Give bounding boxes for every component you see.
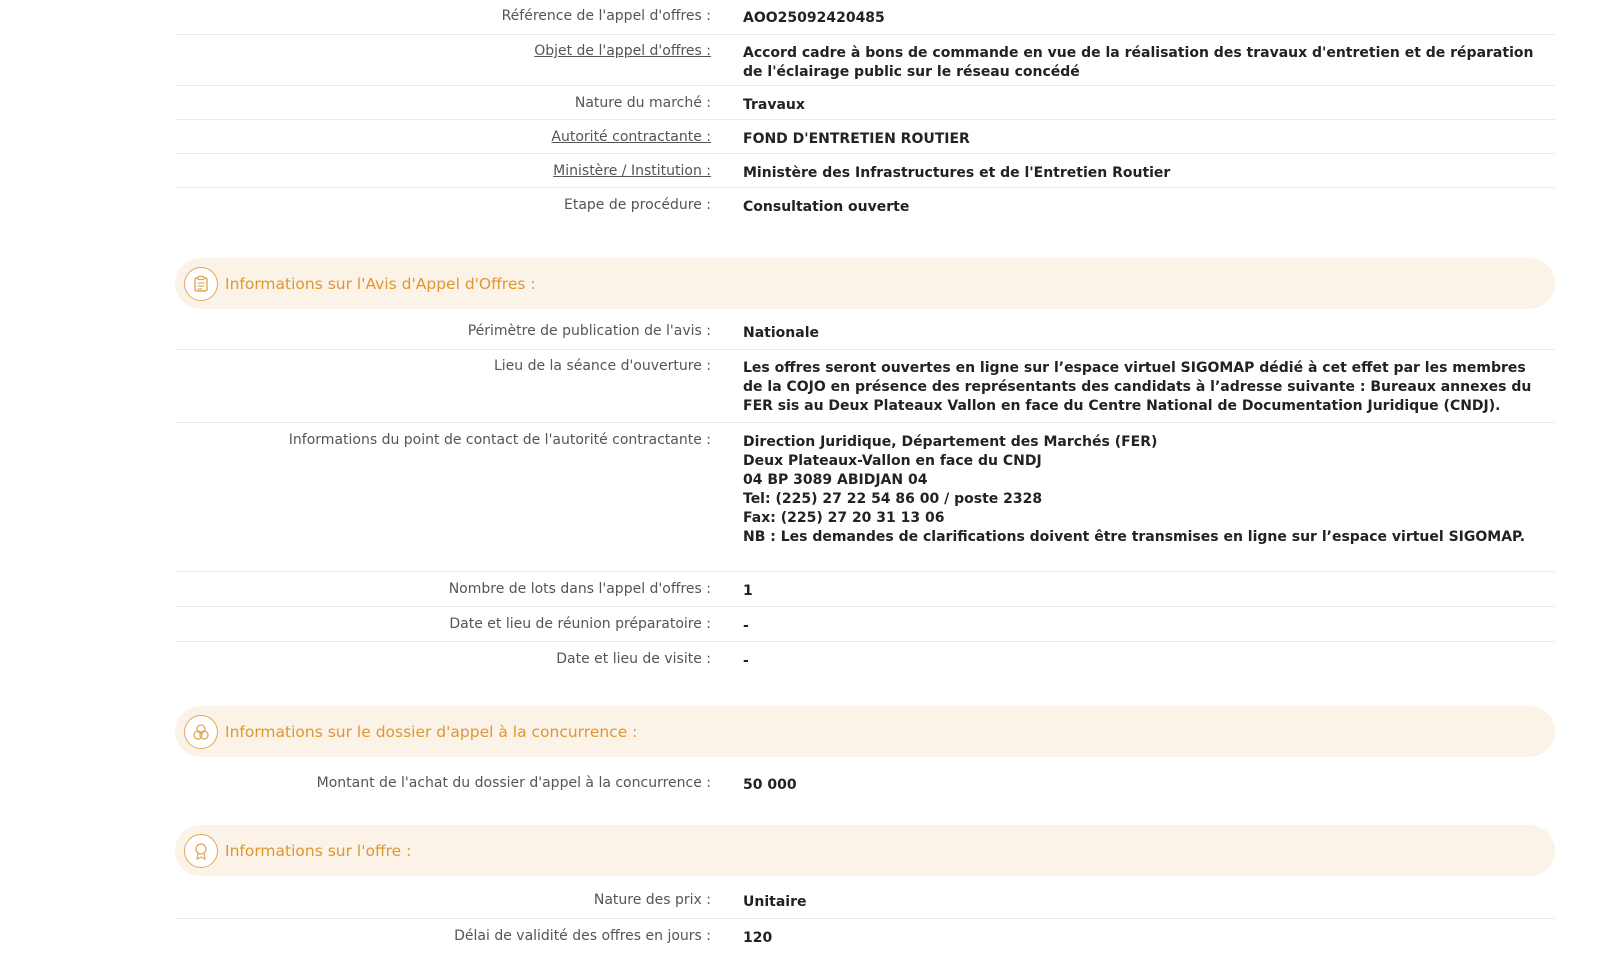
avis-info (175, 322, 1555, 677)
info-value: Ministère des Infrastructures et de l'Entretien Routier (743, 165, 1171, 181)
info-row-ministere (175, 154, 1555, 188)
section-title: Informations sur le dossier d'appel à la concurrence : (225, 722, 638, 741)
info-label: Périmètre de publication de l'avis : (467, 323, 711, 339)
info-label: Date et lieu de réunion préparatoire : (449, 616, 711, 632)
info-value: Travaux (743, 97, 805, 113)
info-value: 50 000 (743, 777, 797, 793)
info-value: Les offres seront ouvertes en ligne sur l’espace virtuel SIGOMAP dédié à cet effet par les membres de la COJO en présence des représentants des candidats à l’adresse suivante : Bureaux annexes du FER sis au Deux Plateaux Vallon en face du Centre National de Documentation Juridique (CNDJ). (743, 360, 1532, 414)
info-row-etape (175, 188, 1555, 222)
info-label: Nature des prix : (593, 892, 711, 908)
info-label: Informations du point de contact de l'autorité contractante : (288, 432, 711, 448)
section-header-dossier (175, 706, 1555, 757)
info-value: 1 (743, 583, 753, 599)
section-header-offre (175, 825, 1555, 876)
info-label: Nombre de lots dans l'appel d'offres : (448, 581, 711, 597)
info-value: - (743, 653, 749, 669)
info-row-nombre-lots (175, 572, 1555, 607)
info-value: Accord cadre à bons de commande en vue de la réalisation des travaux d'entretien et de réparation de l'éclairage public sur le réseau concédé (743, 45, 1534, 80)
clipboard-icon (184, 267, 218, 301)
objet-link[interactable]: Objet de l'appel d'offres : (534, 43, 711, 59)
info-value: - (743, 618, 749, 634)
info-row-objet (175, 35, 1555, 86)
offre-info (175, 891, 1555, 953)
info-row-montant (175, 774, 1555, 801)
dossier-info (175, 774, 1555, 801)
info-value: Direction Juridique, Département des Marchés (FER) Deux Plateaux-Vallon en face du CNDJ 04 BP 3089 ABIDJAN 04 Tel: (225) 27 22 54 86 00 / poste 2328 Fax: (225) 27 20 31 13 06 NB : Les demandes de clarifications doivent être transmises en ligne sur l’espace virtuel SIGOMAP. (743, 434, 1526, 545)
info-row-contact (175, 423, 1555, 572)
info-row-autorite (175, 120, 1555, 154)
ministere-link[interactable]: Ministère / Institution : (553, 163, 711, 179)
section-title: Informations sur l'offre : (225, 841, 412, 860)
section-title: Informations sur l'Avis d'Appel d'Offres : (225, 274, 536, 293)
info-value: FOND D'ENTRETIEN ROUTIER (743, 131, 970, 147)
section-header-avis (175, 258, 1555, 309)
info-value: Unitaire (743, 894, 807, 910)
info-row-visite (175, 642, 1555, 677)
info-label: Date et lieu de visite : (556, 651, 711, 667)
info-row-reference (175, 7, 1555, 35)
info-label: Référence de l'appel d'offres : (501, 8, 711, 24)
info-value: Consultation ouverte (743, 199, 910, 215)
info-label: Montant de l'achat du dossier d'appel à la concurrence : (316, 775, 711, 791)
info-value: Nationale (743, 325, 819, 341)
info-row-nature-prix (175, 891, 1555, 919)
coins-icon (184, 715, 218, 749)
info-label: Lieu de la séance d'ouverture : (493, 358, 711, 374)
info-row-reunion (175, 607, 1555, 642)
info-label: Nature du marché : (574, 95, 711, 111)
info-label: Délai de validité des offres en jours : (454, 928, 711, 944)
info-value: 120 (743, 930, 773, 946)
info-row-lieu-ouverture (175, 350, 1555, 423)
autorite-link[interactable]: Autorité contractante : (551, 129, 711, 145)
info-label: Etape de procédure : (563, 197, 711, 213)
info-row-perimetre (175, 322, 1555, 350)
award-icon (184, 834, 218, 868)
info-row-delai (175, 919, 1555, 953)
general-info (175, 7, 1555, 222)
info-value: AOO25092420485 (743, 10, 885, 26)
info-row-nature (175, 86, 1555, 120)
